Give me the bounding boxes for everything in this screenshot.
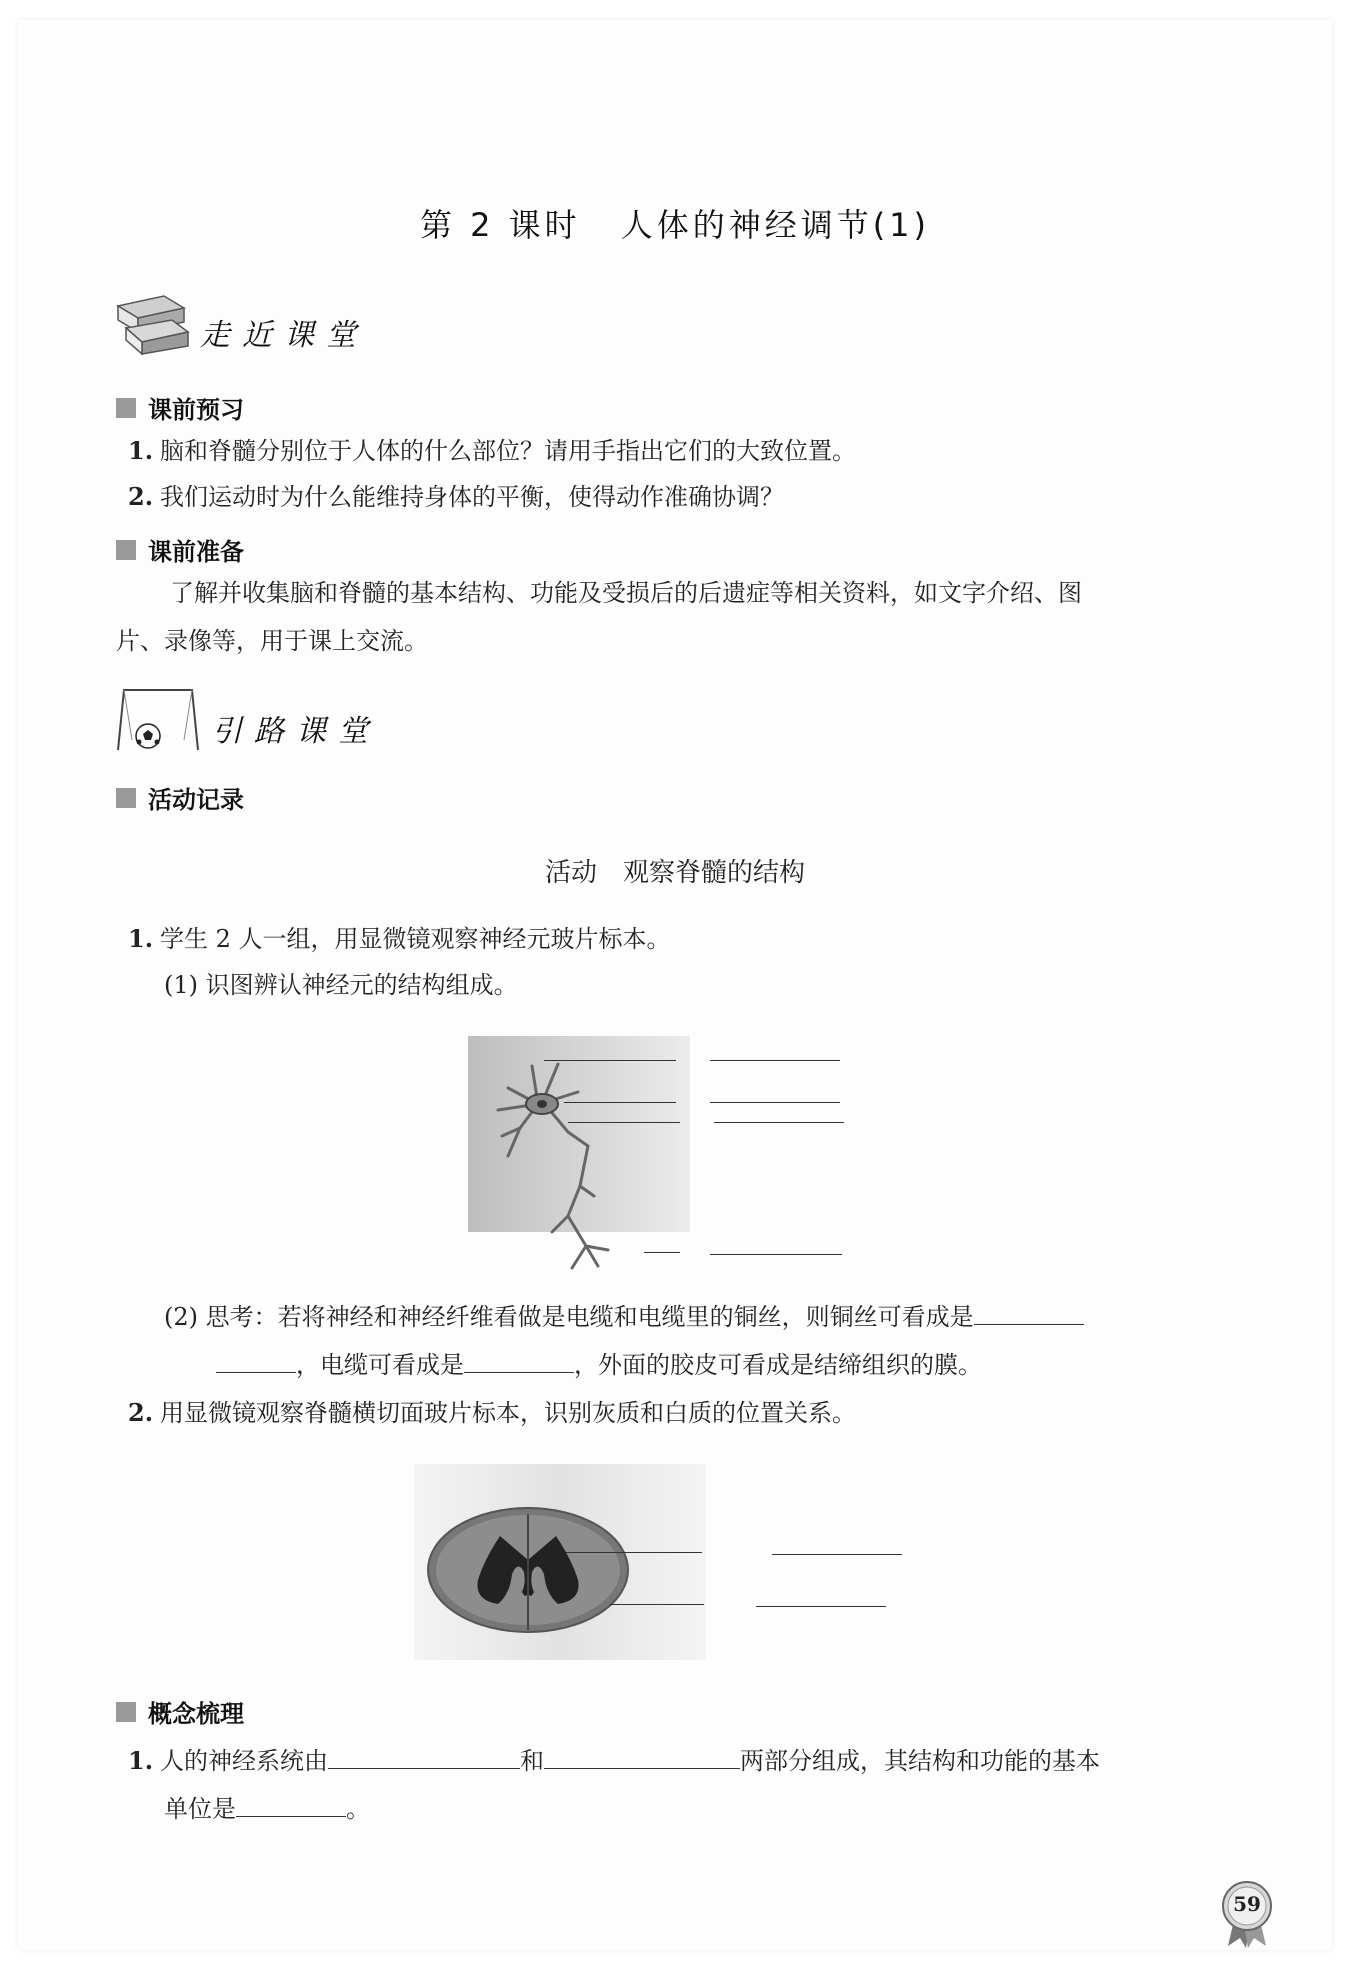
section-heading-walk-into-class: 走近课堂 <box>200 318 368 353</box>
activity-q1-sub-2-line-1: (2) 思考：若将神经和神经纤维看做是电缆和电缆里的铜丝，则铜丝可看成是 <box>164 1300 1084 1334</box>
neuron-label-leader-3 <box>568 1122 680 1123</box>
page-number-badge <box>1220 1880 1274 1934</box>
spinal-label-leader-1 <box>566 1552 702 1553</box>
copper-wire-answer-blank-cont[interactable] <box>216 1350 296 1373</box>
preview-item-2: 2. 我们运动时为什么能维持身体的平衡，使得动作准确协调？ <box>128 482 784 511</box>
prepare-text-line-1: 了解并收集脑和脊髓的基本结构、功能及受损后的后遗症等相关资料，如文字介绍、图 <box>170 579 1082 607</box>
cable-answer-blank[interactable] <box>464 1350 574 1373</box>
page-number: 59 <box>1233 1892 1261 1916</box>
activity-question-2: 2. 用显微镜观察脊髓横切面玻片标本，识别灰质和白质的位置关系。 <box>128 1398 856 1427</box>
activity-q1-sub-1: (1) 识图辨认神经元的结构组成。 <box>164 971 518 999</box>
spinal-answer-blank-1[interactable] <box>772 1554 902 1555</box>
neuron-label-leader-1 <box>544 1060 676 1061</box>
subheading-prepare: 课前准备 <box>116 532 244 567</box>
concept-question-1-line-1: 1. 人的神经系统由 和 两部分组成，其结构和功能的基本 <box>128 1746 1100 1775</box>
neuron-answer-blank-3[interactable] <box>714 1122 844 1123</box>
nervous-system-part-1-blank[interactable] <box>328 1746 520 1769</box>
soccer-goal-icon <box>112 684 202 754</box>
lesson-number: 第 2 课时 <box>419 206 581 244</box>
neuron-label-leader-4 <box>644 1252 680 1253</box>
activity-q1-sub-2-line-2: ，电缆可看成是 ，外面的胶皮可看成是结缔组织的膜。 <box>216 1348 982 1382</box>
nervous-system-part-2-blank[interactable] <box>544 1746 740 1769</box>
spinal-label-leader-2 <box>610 1604 704 1605</box>
spinal-cord-figure <box>414 1464 914 1660</box>
neuron-label-leader-2 <box>564 1102 676 1103</box>
subheading-preview: 课前预习 <box>116 390 244 425</box>
neuron-figure <box>468 1036 848 1282</box>
neuron-answer-blank-1[interactable] <box>710 1060 840 1061</box>
neuron-answer-blank-2[interactable] <box>710 1102 840 1103</box>
square-bullet-icon <box>116 788 136 808</box>
square-bullet-icon <box>116 398 136 418</box>
spinal-answer-blank-2[interactable] <box>756 1606 886 1607</box>
square-bullet-icon <box>116 540 136 560</box>
concept-question-1-line-2: 单位是 。 <box>164 1795 370 1823</box>
subheading-activity-record: 活动记录 <box>116 780 244 815</box>
neuron-answer-blank-4[interactable] <box>710 1254 842 1255</box>
prepare-text-line-2: 片、录像等，用于课上交流。 <box>116 627 428 655</box>
square-bullet-icon <box>116 1702 136 1722</box>
section-heading-guided-class: 引路课堂 <box>212 714 380 749</box>
subheading-concept: 概念梳理 <box>116 1694 244 1729</box>
lesson-title <box>0 200 1350 246</box>
basic-unit-blank[interactable] <box>236 1794 346 1817</box>
activity-title: 活动 观察脊髓的结构 <box>544 858 805 888</box>
lesson-name: 人体的神经调节(1) <box>620 206 931 244</box>
activity-question-1: 1. 学生 2 人一组，用显微镜观察神经元玻片标本。 <box>128 924 671 953</box>
copper-wire-answer-blank[interactable] <box>974 1302 1084 1325</box>
books-icon <box>112 292 192 356</box>
preview-item-1: 1. 脑和脊髓分别位于人体的什么部位？请用手指出它们的大致位置。 <box>128 436 856 465</box>
